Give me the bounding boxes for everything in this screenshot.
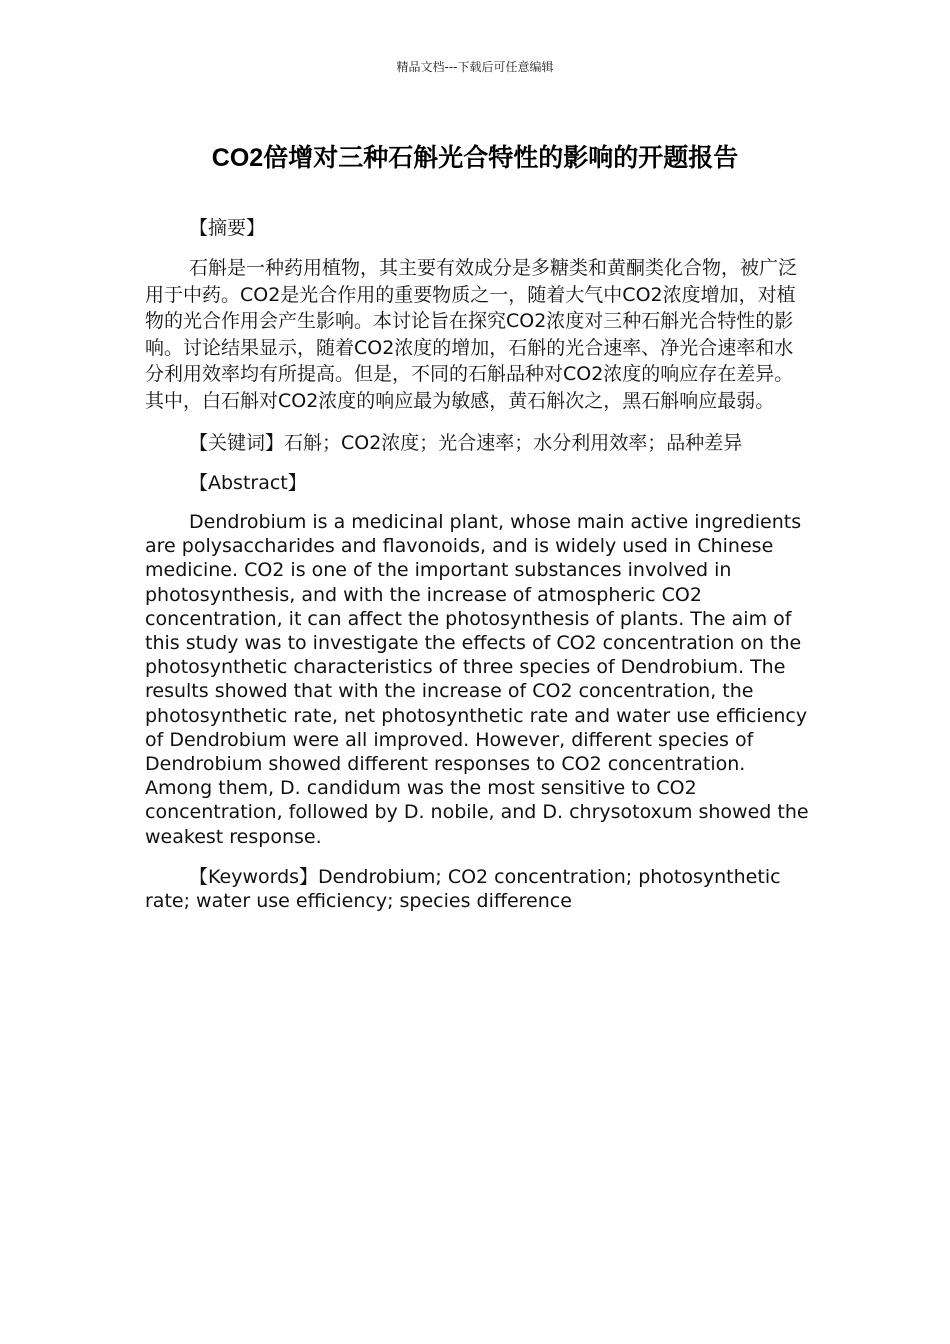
abstract-en-paragraph: Dendrobium is a medicinal plant, whose main active ingredients are polysaccharides and flavonoids, and is widely used in Chinese medicine. CO2 is one of the important substances involved in photosynthesis, and with the increase of atmospheric CO2 concentration, it can affect the photosynthesis of plants. The aim of this study was to investigate the effects of CO2 concentration on the photosynthetic characteristics of three species of Dendrobium. The results showed that with the increase of CO2 concentration, the photosynthetic rate, net photosynthetic rate and water use efficiency of Dendrobium were all improved. However, different species of Dendrobium showed different responses to CO2 concentration. Among them, D. candidum was the most sensitive to CO2 concentration, followed by D. nobile, and D. chrysotoxum showed the weakest response. [145,511,809,848]
abstract-en-label: 【Abstract】 [189,472,307,494]
abstract-cn-paragraph: 石斛是一种药用植物，其主要有效成分是多糖类和黄酮类化合物，被广泛用于中药。CO2是光合作用的重要物质之一，随着大气中CO2浓度增加，对植物的光合作用会产生影响。本讨论旨在探究CO2浓度对三种石斛光合特性的影响。讨论结果显示，随着CO2浓度的增加，石斛的光合速率、净光合速率和水分利用效率均有所提高。但是，不同的石斛品种对CO2浓度的响应存在差异。其中，白石斛对CO2浓度的响应最为敏感，黄石斛次之，黑石斛响应最弱。 [145,257,798,412]
document-body [145,215,810,913]
keywords-cn: 【关键词】石斛；CO2浓度；光合速率；水分利用效率；品种差异 [189,432,743,454]
page-header-note: 精品文档---下载后可任意编辑 [396,60,554,74]
document-title: CO2倍增对三种石斛光合特性的影响的开题报告 [211,144,739,172]
keywords-en: 【Keywords】Dendrobium; CO2 concentration; photosynthetic rate; water use efficiency; species difference [145,865,781,913]
abstract-cn-label: 【摘要】 [189,217,266,239]
